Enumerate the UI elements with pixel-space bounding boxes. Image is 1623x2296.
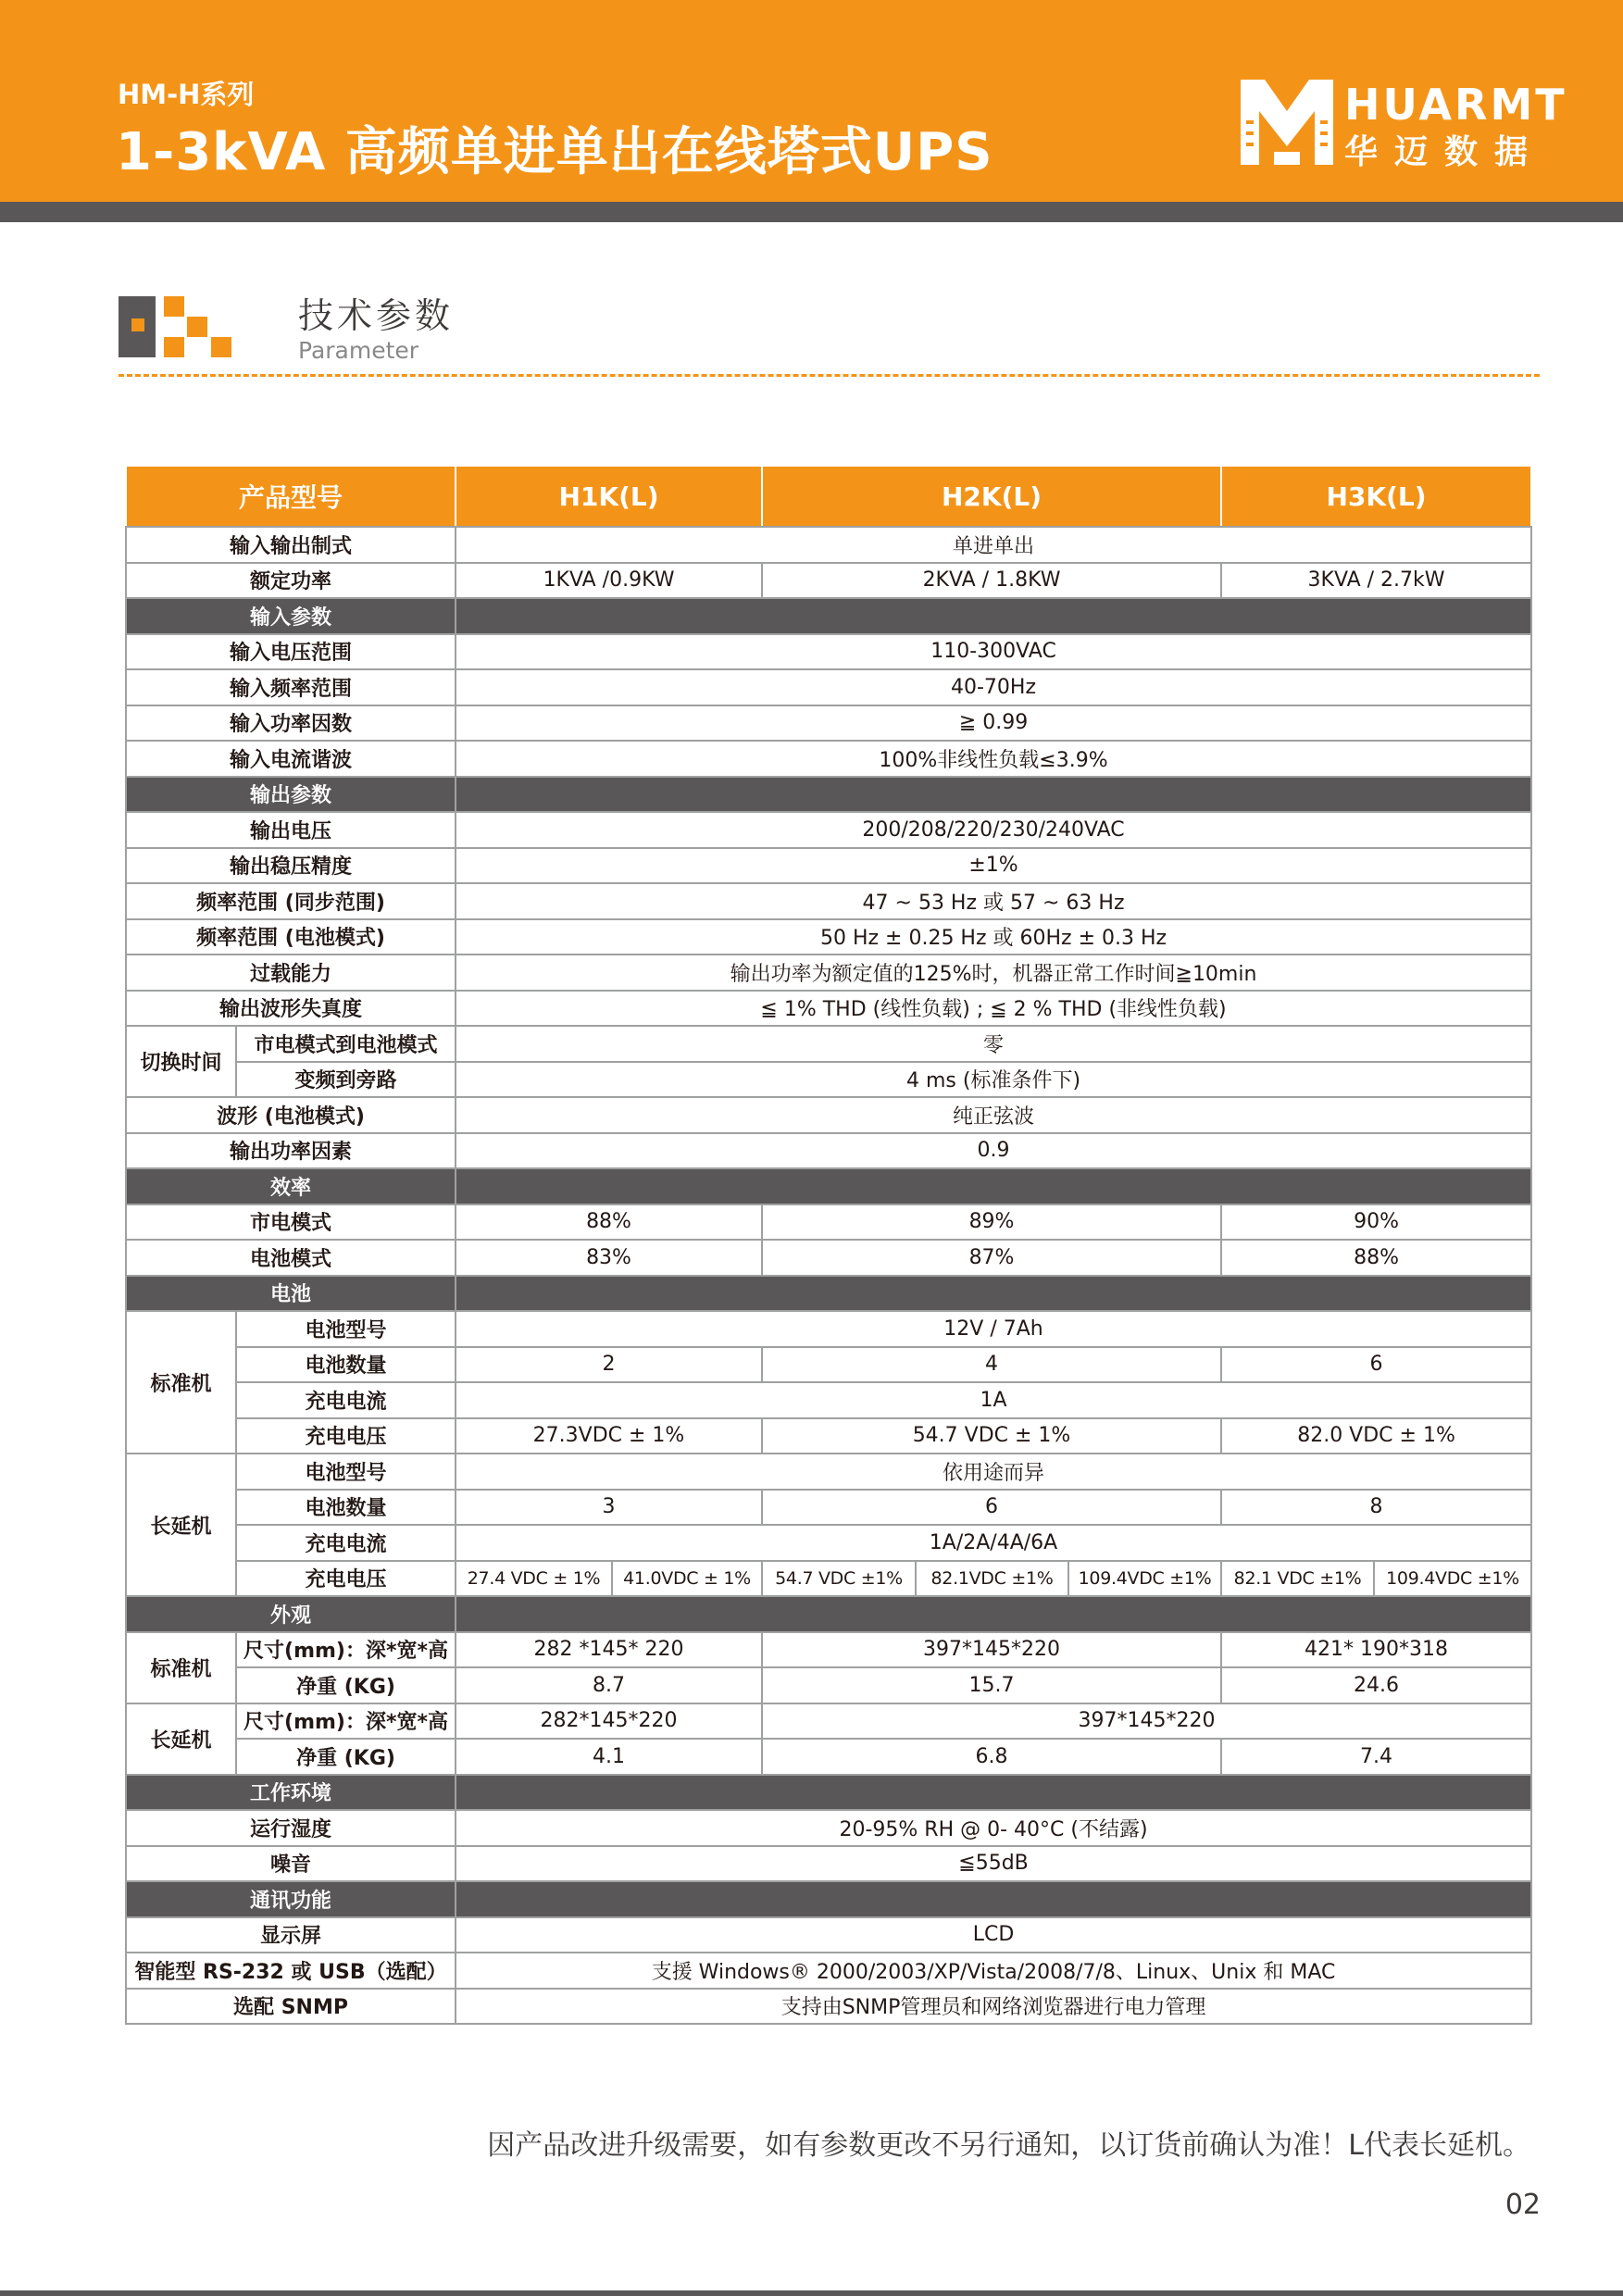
row-label: 电池数量	[236, 1347, 456, 1383]
row-label: 输出稳压精度	[126, 848, 456, 884]
row-value: 100%非线性负载≤3.9%	[456, 741, 1531, 777]
logo-text-cn: 华迈数据	[1344, 133, 1545, 171]
table-row	[126, 1133, 1531, 1169]
cell-voltage-5: 109.4VDC ±1%	[1068, 1561, 1221, 1597]
table-row	[126, 1525, 1531, 1561]
table-row	[126, 812, 1531, 848]
row-label: 显示屏	[126, 1917, 456, 1953]
table-row	[126, 1739, 1531, 1775]
row-label: 运行湿度	[126, 1810, 456, 1846]
table-row	[126, 1311, 1531, 1347]
table-row	[126, 955, 1531, 991]
cell-h2-h3: 397*145*220	[762, 1703, 1531, 1740]
logo-mark-icon	[1241, 80, 1333, 165]
header-cell-h1: H1K(L)	[456, 466, 762, 527]
row-value: 1A/2A/4A/6A	[456, 1525, 1531, 1561]
table-row	[126, 1846, 1531, 1882]
header-cell-h2: H2K(L)	[762, 466, 1221, 527]
group-row-communication	[126, 1881, 1531, 1917]
row-label: 充电电压	[236, 1561, 456, 1597]
group-label: 工作环境	[126, 1775, 456, 1811]
row-value: 零	[456, 1026, 1531, 1062]
group-side-label: 切换时间	[126, 1026, 236, 1097]
table-row	[126, 1632, 1531, 1668]
cell-h2: 6.8	[762, 1739, 1221, 1775]
cell-h1: 282*145*220	[456, 1703, 762, 1740]
row-value: ≧ 0.99	[456, 705, 1531, 742]
row-label: 电池型号	[236, 1454, 456, 1490]
row-value: 50 Hz ± 0.25 Hz 或 60Hz ± 0.3 Hz	[456, 919, 1531, 955]
group-filler	[456, 777, 1531, 813]
cell-h1: 3	[456, 1490, 762, 1526]
cell-voltage-7: 109.4VDC ±1%	[1374, 1561, 1531, 1597]
header-cell-h3: H3K(L)	[1221, 466, 1531, 527]
cell-h2: 4	[762, 1347, 1221, 1383]
cell-h3: 6	[1221, 1347, 1531, 1383]
row-label: 市电模式	[126, 1204, 456, 1241]
group-label: 输出参数	[126, 777, 456, 813]
table-row	[126, 1561, 1531, 1597]
table-row	[126, 1667, 1531, 1703]
cell-h1: 8.7	[456, 1667, 762, 1703]
row-label: 输出波形失真度	[126, 991, 456, 1027]
table-row	[126, 705, 1531, 742]
cell-h1: 2	[456, 1347, 762, 1383]
row-label: 充电电流	[236, 1525, 456, 1561]
table-row	[126, 1062, 1531, 1098]
group-filler	[456, 1881, 1531, 1917]
table-row	[126, 669, 1531, 705]
row-label: 充电电压	[236, 1418, 456, 1454]
group-label: 输入参数	[126, 598, 456, 634]
row-value: ≦55dB	[456, 1846, 1531, 1882]
group-filler	[456, 598, 1531, 634]
cell-h1: 4.1	[456, 1739, 762, 1775]
row-value: 依用途而异	[456, 1454, 1531, 1490]
group-row-efficiency	[126, 1168, 1531, 1204]
group-filler	[456, 1276, 1531, 1312]
row-value: 47 ~ 53 Hz 或 57 ~ 63 Hz	[456, 883, 1531, 919]
cell-h3: 7.4	[1221, 1739, 1531, 1775]
row-label: 波形 (电池模式)	[126, 1097, 456, 1133]
table-row	[126, 991, 1531, 1027]
cell-h2: 15.7	[762, 1667, 1221, 1703]
table-row	[126, 1204, 1531, 1241]
cell-h2: 54.7 VDC ± 1%	[762, 1418, 1221, 1454]
group-label: 外观	[126, 1596, 456, 1632]
row-value: 单进单出	[456, 527, 1531, 563]
row-label: 电池模式	[126, 1240, 456, 1276]
group-label: 效率	[126, 1168, 456, 1204]
cell-voltage-3: 54.7 VDC ±1%	[762, 1561, 916, 1597]
page-number: 02	[1504, 2189, 1541, 2221]
cell-h3: 82.0 VDC ± 1%	[1221, 1418, 1531, 1454]
group-filler	[456, 1775, 1531, 1811]
table-row	[126, 848, 1531, 884]
row-label: 智能型 RS-232 或 USB（选配）	[126, 1953, 456, 1989]
cell-h2: 2KVA / 1.8KW	[762, 563, 1221, 599]
row-label: 输入频率范围	[126, 669, 456, 705]
row-value: 4 ms (标准条件下)	[456, 1062, 1531, 1098]
group-row-battery	[126, 1276, 1531, 1312]
table-header-row	[126, 466, 1531, 527]
table-row	[126, 1703, 1531, 1740]
table-row	[126, 1953, 1531, 1989]
row-value: 0.9	[456, 1133, 1531, 1169]
header-cell-model: 产品型号	[126, 466, 456, 527]
row-label: 选配 SNMP	[126, 1989, 456, 2025]
row-label: 市电模式到电池模式	[236, 1026, 456, 1062]
footer-bar	[0, 2290, 1623, 2296]
table-row	[126, 1810, 1531, 1846]
row-label: 变频到旁路	[236, 1062, 456, 1098]
table-row	[126, 1240, 1531, 1276]
row-value: 1A	[456, 1382, 1531, 1418]
table-row	[126, 527, 1531, 563]
table-row	[126, 1347, 1531, 1383]
cell-h3: 3KVA / 2.7kW	[1221, 563, 1531, 599]
group-label: 通讯功能	[126, 1881, 456, 1917]
group-side-label: 长延机	[126, 1703, 236, 1775]
logo-text-en: HUARMT	[1344, 80, 1567, 130]
group-filler	[456, 1168, 1531, 1204]
cell-h2: 6	[762, 1490, 1221, 1526]
table-row	[126, 634, 1531, 670]
group-row-output	[126, 777, 1531, 813]
group-side-label: 长延机	[126, 1454, 236, 1596]
table-row	[126, 919, 1531, 955]
cell-h2: 89%	[762, 1204, 1221, 1241]
cell-h1: 282 *145* 220	[456, 1632, 762, 1668]
table-row	[126, 1026, 1531, 1062]
cell-h2: 87%	[762, 1240, 1221, 1276]
row-label: 频率范围 (同步范围)	[126, 883, 456, 919]
row-label: 输入电流谐波	[126, 741, 456, 777]
group-filler	[456, 1596, 1531, 1632]
table-row	[126, 741, 1531, 777]
section-divider	[119, 374, 1540, 377]
row-label: 净重 (KG)	[236, 1739, 456, 1775]
footnote: 因产品改进升级需要，如有参数更改不另行通知，以订货前确认为准！L代表长延机。	[487, 2129, 1530, 2162]
cell-h1: 88%	[456, 1204, 762, 1241]
cell-h3: 88%	[1221, 1240, 1531, 1276]
row-label: 输入功率因数	[126, 705, 456, 742]
cell-h3: 8	[1221, 1490, 1531, 1526]
row-value: 支持由SNMP管理员和网络浏览器进行电力管理	[456, 1989, 1531, 2025]
section-blocks-icon	[119, 296, 231, 357]
cell-h1: 1KVA /0.9KW	[456, 563, 762, 599]
table-row	[126, 1097, 1531, 1133]
series-label: HM-H系列	[118, 79, 255, 110]
cell-voltage-4: 82.1VDC ±1%	[916, 1561, 1068, 1597]
row-label: 尺寸(mm)：深*宽*高	[236, 1632, 456, 1668]
row-value: 纯正弦波	[456, 1097, 1531, 1133]
cell-h3: 421* 190*318	[1221, 1632, 1531, 1668]
row-label: 尺寸(mm)：深*宽*高	[236, 1703, 456, 1740]
row-label: 输入输出制式	[126, 527, 456, 563]
spec-table	[125, 465, 1532, 2025]
company-logo	[1241, 76, 1567, 171]
cell-h2: 397*145*220	[762, 1632, 1221, 1668]
row-label: 过载能力	[126, 955, 456, 991]
cell-h1: 27.3VDC ± 1%	[456, 1418, 762, 1454]
cell-h3: 90%	[1221, 1204, 1531, 1241]
row-value: ≦ 1% THD (线性负载) ; ≦ 2 % THD (非线性负载)	[456, 991, 1531, 1027]
row-label: 输出功率因素	[126, 1133, 456, 1169]
table-row	[126, 563, 1531, 599]
table-row	[126, 1917, 1531, 1953]
table-row	[126, 1989, 1531, 2025]
table-row	[126, 1454, 1531, 1490]
row-label: 输入电压范围	[126, 634, 456, 670]
row-label: 频率范围 (电池模式)	[126, 919, 456, 955]
group-side-label: 标准机	[126, 1311, 236, 1454]
row-value: LCD	[456, 1917, 1531, 1953]
section-title: 技术参数	[298, 295, 455, 336]
row-label: 电池数量	[236, 1490, 456, 1526]
row-label: 额定功率	[126, 563, 456, 599]
row-label: 输出电压	[126, 812, 456, 848]
section-subtitle: Parameter	[298, 337, 419, 364]
table-row	[126, 1490, 1531, 1526]
table-row	[126, 883, 1531, 919]
group-side-label: 标准机	[126, 1632, 236, 1703]
table-row	[126, 1418, 1531, 1454]
row-label: 净重 (KG)	[236, 1667, 456, 1703]
group-row-environment	[126, 1775, 1531, 1811]
row-label: 噪音	[126, 1846, 456, 1882]
row-value: 12V / 7Ah	[456, 1311, 1531, 1347]
header-banner	[0, 0, 1623, 202]
row-value: 110-300VAC	[456, 634, 1531, 670]
cell-h3: 24.6	[1221, 1667, 1531, 1703]
page-title: 1-3kVA 高频单进单出在线塔式UPS	[116, 122, 993, 182]
row-value: 40-70Hz	[456, 669, 1531, 705]
row-label: 充电电流	[236, 1382, 456, 1418]
header-divider	[0, 202, 1623, 222]
row-value: 输出功率为额定值的125%时，机器正常工作时间≧10min	[456, 955, 1531, 991]
group-row-input	[126, 598, 1531, 634]
row-value: 20-95% RH @ 0- 40°C (不结露)	[456, 1810, 1531, 1846]
group-row-appearance	[126, 1596, 1531, 1632]
cell-h1: 83%	[456, 1240, 762, 1276]
group-label: 电池	[126, 1276, 456, 1312]
row-value: 支援 Windows® 2000/2003/XP/Vista/2008/7/8、Linux、Unix 和 MAC	[456, 1953, 1531, 1989]
cell-voltage-1: 27.4 VDC ± 1%	[456, 1561, 612, 1597]
cell-voltage-6: 82.1 VDC ±1%	[1221, 1561, 1374, 1597]
cell-voltage-2: 41.0VDC ± 1%	[612, 1561, 762, 1597]
row-value: ±1%	[456, 848, 1531, 884]
row-value: 200/208/220/230/240VAC	[456, 812, 1531, 848]
row-label: 电池型号	[236, 1311, 456, 1347]
table-row	[126, 1382, 1531, 1418]
